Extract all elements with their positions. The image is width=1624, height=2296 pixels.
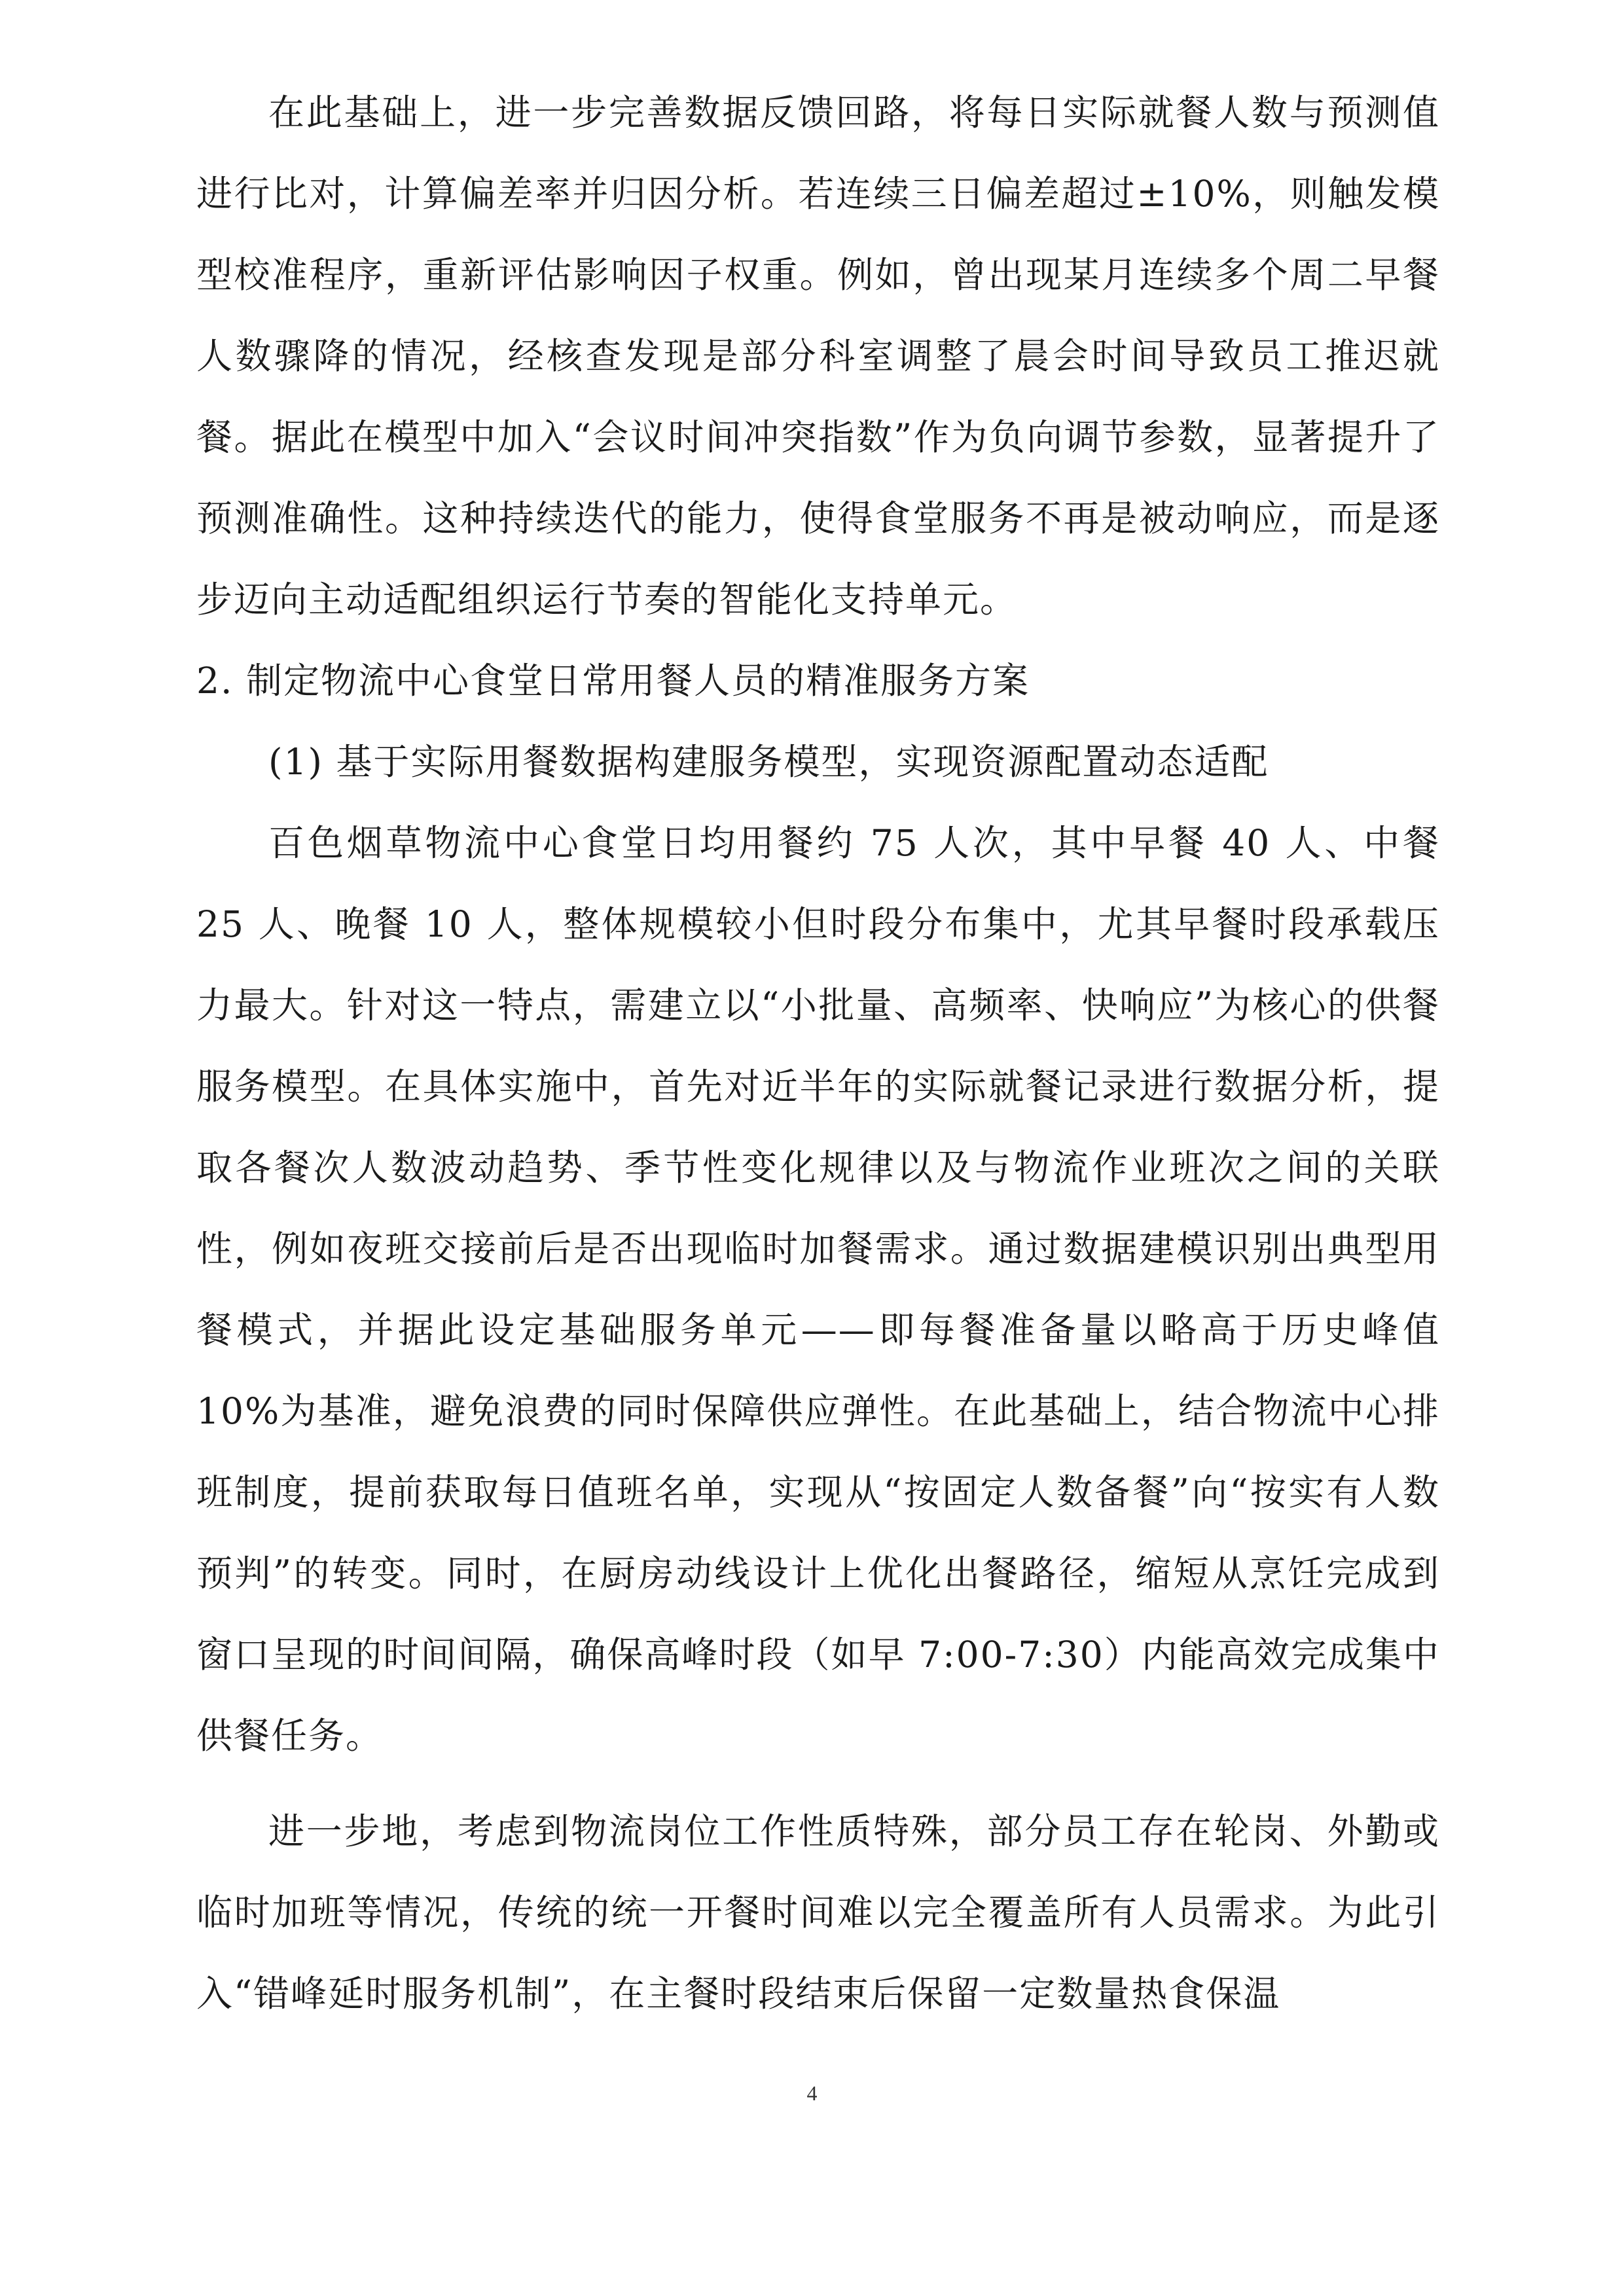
subsection-heading: (1) 基于实际用餐数据构建服务模型，实现资源配置动态适配 xyxy=(268,741,1269,783)
page-number: 4 xyxy=(806,2081,818,2105)
document-body xyxy=(196,72,1440,2034)
section-heading: 2. 制定物流中心食堂日常用餐人员的精准服务方案 xyxy=(196,660,1030,702)
paragraph-gap xyxy=(196,1776,1440,1791)
paragraph-staggered-service: 进一步地，考虑到物流岗位工作性质特殊，部分员工存在轮岗、外勤或临时加班等情况，传统的统一开餐时间难以完全覆盖所有人员需求。为此引入“错峰延时服务机制”，在主餐时段结束后保留一定数量热食保温 xyxy=(196,1810,1440,2015)
paragraph-service-model: 百色烟草物流中心食堂日均用餐约 75 人次，其中早餐 40 人、中餐 25 人、晚餐 10 人，整体规模较小但时段分布集中，尤其早餐时段承载压力最大。针对这一特点，需建立以“小批量、高频率、快响应”为核心的供餐服务模型。在具体实施中，首先对近半年的实际就餐记录进行数据分析，提取各餐次人数波动趋势、季节性变化规律以及与物流作业班次之间的关联性，例如夜班交接前后是否出现临时加餐需求。通过数据建模识别出典型用餐模式，并据此设定基础服务单元——即每餐准备量以略高于历史峰值 10%为基准，避免浪费的同时保障供应弹性。在此基础上，结合物流中心排班制度，提前获取每日值班名单，实现从“按固定人数备餐”向“按实有人数预判”的转变。同时，在厨房动线设计上优化出餐路径，缩短从烹饪完成到窗口呈现的时间间隔，确保高峰时段（如早 7:00-7:30）内能高效完成集中供餐任务。 xyxy=(196,822,1440,1757)
paragraph-data-feedback: 在此基础上，进一步完善数据反馈回路，将每日实际就餐人数与预测值进行比对，计算偏差率并归因分析。若连续三日偏差超过±10%，则触发模型校准程序，重新评估影响因子权重。例如，曾出现某月连续多个周二早餐人数骤降的情况，经核查发现是部分科室调整了晨会时间导致员工推迟就餐。据此在模型中加入“会议时间冲突指数”作为负向调节参数，显著提升了预测准确性。这种持续迭代的能力，使得食堂服务不再是被动响应，而是逐步迈向主动适配组织运行节奏的智能化支持单元。 xyxy=(196,92,1440,620)
